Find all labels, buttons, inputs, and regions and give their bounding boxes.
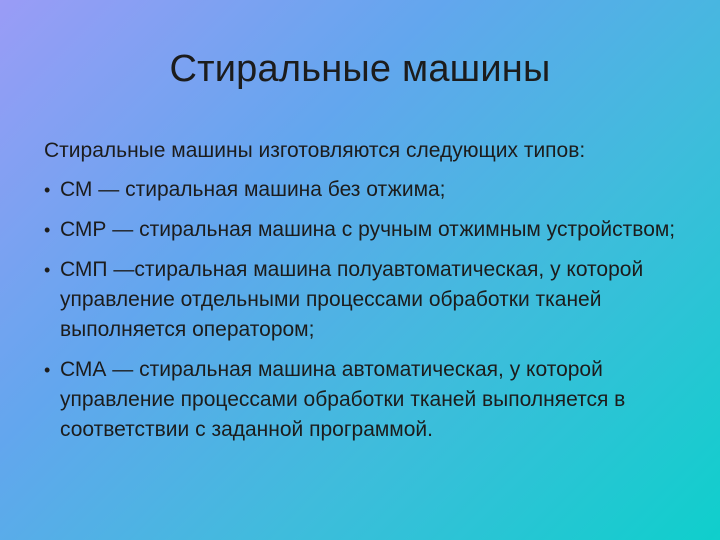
intro-text: Стиральные машины изготовляются следующих типов: (44, 139, 586, 162)
bullet-text: СМА — стиральная машина автоматическая, у которой управление процессами обработки тканей выполняется в соответствии с заданной программой. (60, 358, 626, 441)
bullet-dot-icon: • (44, 180, 51, 200)
bullet-item-sm (44, 175, 684, 205)
bullet-text: СМ — стиральная машина без отжима; (60, 178, 446, 201)
bullet-text: СМП —стиральная машина полуавтоматическая, у которой управление отдельными процессами обработки тканей выполняется оператором; (60, 258, 644, 341)
slide-body (44, 136, 684, 455)
bullet-item-smp (44, 255, 684, 345)
bullet-text: СМР — стиральная машина с ручным отжимным устройством; (60, 218, 676, 241)
bullet-item-sma (44, 355, 684, 445)
bullet-dot-icon: • (44, 260, 51, 280)
slide-title: Стиральные машины (169, 48, 551, 90)
bullet-list (44, 175, 684, 445)
bullet-item-smr (44, 215, 684, 245)
bullet-dot-icon: • (44, 360, 51, 380)
bullet-dot-icon: • (44, 220, 51, 240)
